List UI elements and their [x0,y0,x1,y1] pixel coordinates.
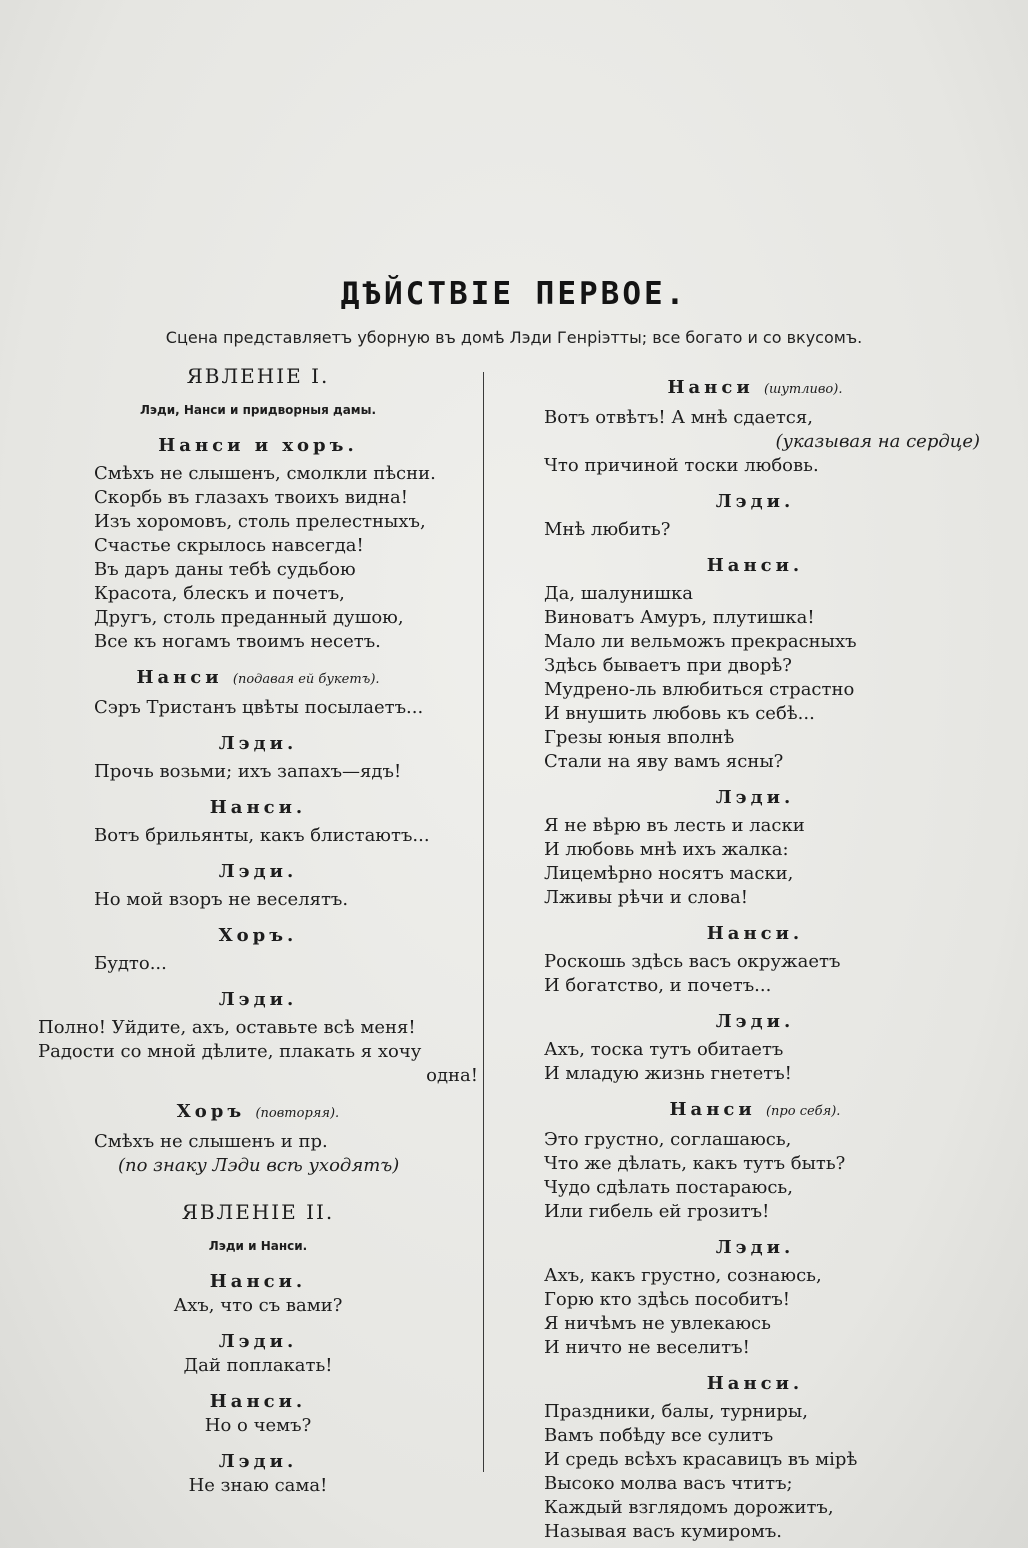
verse-block [38,952,478,976]
verse-block [530,1400,980,1544]
verse-block [530,518,980,542]
verse-line: Здѣсь бываетъ при дворѣ? [544,655,792,676]
verse-line: Изъ хоромовъ, столь прелестныхъ, [94,511,426,532]
verse-line: Это грустно, соглашаюсь, [544,1129,792,1150]
stage-direction: (подавая ей букетъ). [232,672,380,687]
speaker-name: Лэди. [218,733,298,754]
verse-line: Мудрено-ль влюбиться страстно [544,679,855,700]
verse-line: И любовь мнѣ ихъ жалка: [544,839,789,860]
verse-line: Да, шалунишка [544,583,694,604]
stage-direction: (повторяя). [255,1106,340,1121]
verse-line: Стали на яву вамъ ясны? [544,751,784,772]
verse-block [530,814,980,910]
verse-line: Что причиной тоски любовь. [544,455,819,476]
verse-block [530,582,980,774]
verse-line: Сэръ Тристанъ цвѣты посылаетъ... [94,697,424,718]
speaker-label: Хоръ [176,1101,246,1122]
verse-block [530,950,980,998]
verse-line: Но о чемъ? [204,1415,312,1436]
scene-persons: Лэди и Нанси. [208,1239,308,1253]
speaker-name: Нанси. [706,555,804,576]
stage-direction: (указывая на сердце) [775,431,980,452]
verse-line: Лицемѣрно носятъ маски, [544,863,794,884]
verse-line: Что же дѣлать, какъ тутъ быть? [544,1153,846,1174]
speaker-name: Нанси. [209,797,307,818]
column-divider [483,372,484,1472]
speaker-name: Лэди. [715,491,795,512]
verse-line: Мало ли вельможъ прекрасныхъ [544,631,857,652]
verse-line: Высоко молва васъ чтитъ; [544,1473,793,1494]
right-column [530,364,980,1544]
speaker-name: Лэди. [218,1331,298,1352]
verse-block [530,1038,980,1086]
speaker-name: Нанси. [706,1373,804,1394]
speaker-name: Нанси. [209,1391,307,1412]
scene-persons: Лэди, Нанси и придворныя дамы. [139,403,377,417]
verse-line: И младую жизнь гнететъ! [544,1063,792,1084]
verse-block [530,406,980,478]
verse-block [38,824,478,848]
verse-line: Смѣхъ не слышенъ, смолкли пѣсни. [94,463,436,484]
verse-line: Чудо сдѣлать постараюсь, [544,1177,793,1198]
verse-line: Вотъ брильянты, какъ блистаютъ... [94,825,430,846]
verse-line: Но мой взоръ не веселятъ. [94,889,349,910]
speaker-name [530,376,980,402]
verse-line: Прочь возьми; ихъ запахъ—ядъ! [94,761,402,782]
verse-line: Я не вѣрю въ лесть и ласки [544,815,805,836]
verse-line: одна! [426,1065,478,1086]
speaker-name: Лэди. [218,1451,298,1472]
verse-block [530,1128,980,1224]
stage-direction: (про себя). [765,1104,841,1119]
verse-line: Ахъ, что съ вами? [173,1295,343,1316]
verse-line: Не знаю сама! [188,1475,328,1496]
verse-line: Красота, блескъ и почетъ, [94,583,345,604]
verse-line: Смѣхъ не слышенъ и пр. [94,1131,328,1152]
verse-line: Горю кто здѣсь пособитъ! [544,1289,791,1310]
verse-block [38,760,478,784]
verse-line: И внушить любовь къ себѣ... [544,703,815,724]
scene-description: Сцена представляетъ уборную въ домѣ Лэди Генріэтты; все богато и со вкусомъ. [165,328,863,347]
verse-line: Счастье скрылось навсегда! [94,535,364,556]
verse-line: Мнѣ любить? [544,519,671,540]
verse-line: Праздники, балы, турниры, [544,1401,808,1422]
stage-direction: (шутливо). [763,382,843,397]
verse-line: Вамъ побѣду все сулитъ [544,1425,774,1446]
act-title: ДѢЙСТВІЕ ПЕРВОЕ. [340,276,688,312]
speaker-name: Лэди. [715,1237,795,1258]
verse-line: Виноватъ Амуръ, плутишка! [544,607,815,628]
verse-block [38,462,478,654]
scene-heading: ЯВЛЕНІЕ I. [186,364,330,388]
verse-line: И средь всѣхъ красавицъ въ мірѣ [544,1449,858,1470]
speaker-name: Нанси и хоръ. [158,435,358,456]
verse-line: Въ даръ даны тебѣ судьбою [94,559,356,580]
speaker-name: Нанси. [209,1271,307,1292]
left-column [38,364,478,1498]
verse-line: Ахъ, тоска тутъ обитаетъ [544,1039,784,1060]
verse-line: Вотъ отвѣтъ! А мнѣ сдается, [544,407,813,428]
verse-line: Радости со мной дѣлите, плакать я хочу [38,1041,422,1062]
speaker-name [38,1100,478,1126]
verse-block [38,1016,478,1064]
verse-line: Роскошь здѣсь васъ окружаетъ [544,951,841,972]
speaker-name [530,1098,980,1124]
speaker-label: Нанси [667,377,754,398]
verse-line: Называя васъ кумиромъ. [544,1521,783,1542]
verse-line: Грезы юныя вполнѣ [544,727,735,748]
speaker-name [38,666,478,692]
verse-line: Все къ ногамъ твоимъ несетъ. [94,631,381,652]
verse-block [38,696,478,720]
verse-line: Полно! Уйдите, ахъ, оставьте всѣ меня! [38,1017,416,1038]
stage-direction: (по знаку Лэди всѣ уходятъ) [118,1155,400,1176]
verse-line: Или гибель ей грозитъ! [544,1201,770,1222]
verse-line: Я ничѣмъ не увлекаюсь [544,1313,771,1334]
speaker-name: Лэди. [715,787,795,808]
speaker-name: Лэди. [218,989,298,1010]
speaker-name: Лэди. [715,1011,795,1032]
verse-line: Каждый взглядомъ дорожитъ, [544,1497,834,1518]
scene-heading: ЯВЛЕНІЕ II. [181,1200,335,1224]
verse-block [38,888,478,912]
speaker-label: Нанси [136,667,223,688]
verse-line: Дай поплакать! [183,1355,333,1376]
speaker-label: Нанси [669,1099,756,1120]
verse-line: Скорбь въ глазахъ твоихъ видна! [94,487,408,508]
verse-line: Другъ, столь преданный душою, [94,607,404,628]
speaker-name: Лэди. [218,861,298,882]
verse-line: Ахъ, какъ грустно, сознаюсь, [544,1265,822,1286]
verse-line: Лживы рѣчи и слова! [544,887,748,908]
speaker-name: Хоръ. [218,925,298,946]
verse-block [38,1130,478,1178]
speaker-name: Нанси. [706,923,804,944]
verse-line: Будто... [94,953,167,974]
verse-line: И богатство, и почетъ... [544,975,772,996]
verse-line: И ничто не веселитъ! [544,1337,750,1358]
verse-block [530,1264,980,1360]
